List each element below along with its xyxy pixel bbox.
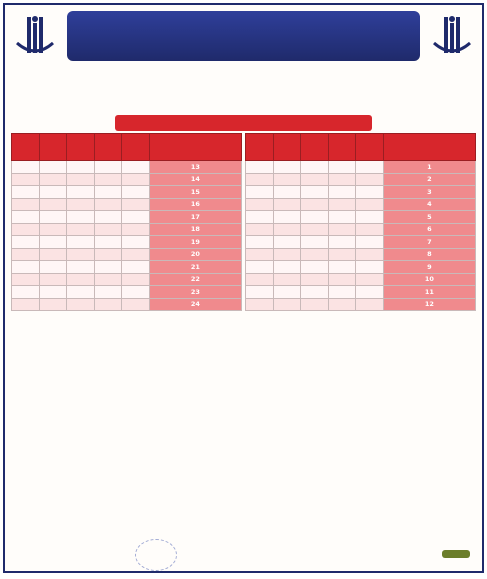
table-cell — [67, 173, 95, 186]
table-cell — [67, 298, 95, 311]
table-cell — [67, 211, 95, 224]
row-number: 7 — [383, 236, 475, 249]
table-cell — [94, 173, 122, 186]
table-cell — [356, 273, 384, 286]
table-cell — [328, 261, 356, 274]
table-cell — [246, 286, 274, 299]
row-number: 10 — [383, 273, 475, 286]
table-cell — [246, 261, 274, 274]
table-row — [12, 173, 242, 186]
table-cell — [12, 198, 40, 211]
row-number: 11 — [383, 286, 475, 299]
table-row — [246, 161, 476, 174]
table-row — [246, 198, 476, 211]
table-cell — [328, 211, 356, 224]
table-row — [246, 211, 476, 224]
table-cell — [94, 223, 122, 236]
table-cell — [39, 273, 67, 286]
table-cell — [39, 286, 67, 299]
row-number: 16 — [149, 198, 241, 211]
column-header — [149, 134, 241, 161]
table-row — [12, 248, 242, 261]
row-number: 12 — [383, 298, 475, 311]
table-cell — [94, 161, 122, 174]
row-number: 24 — [149, 298, 241, 311]
table-cell — [122, 298, 150, 311]
row-number: 22 — [149, 273, 241, 286]
table-cell — [12, 173, 40, 186]
table-cell — [94, 198, 122, 211]
row-number: 2 — [383, 173, 475, 186]
table-row — [12, 161, 242, 174]
table-row — [246, 261, 476, 274]
table-cell — [246, 223, 274, 236]
table-cell — [94, 186, 122, 199]
table-cell — [67, 198, 95, 211]
table-cell — [301, 186, 329, 199]
table-row — [246, 173, 476, 186]
table-cell — [301, 198, 329, 211]
row-number: 21 — [149, 261, 241, 274]
table-cell — [39, 173, 67, 186]
table-cell — [39, 223, 67, 236]
table-cell — [67, 223, 95, 236]
row-number: 14 — [149, 173, 241, 186]
table-cell — [246, 161, 274, 174]
row-number: 3 — [383, 186, 475, 199]
row-number: 18 — [149, 223, 241, 236]
table-cell — [122, 236, 150, 249]
table-cell — [67, 273, 95, 286]
table-cell — [328, 298, 356, 311]
table-cell — [246, 298, 274, 311]
table-row — [12, 211, 242, 224]
table-row — [246, 286, 476, 299]
column-header — [39, 134, 67, 161]
table-cell — [67, 186, 95, 199]
row-number: 19 — [149, 236, 241, 249]
stamp-mark — [135, 539, 177, 571]
shops-tables — [11, 133, 476, 307]
table-cell — [94, 298, 122, 311]
table-cell — [273, 198, 301, 211]
table-cell — [328, 161, 356, 174]
table-cell — [273, 236, 301, 249]
table-cell — [273, 173, 301, 186]
table-cell — [39, 161, 67, 174]
table-cell — [122, 198, 150, 211]
table-row — [12, 286, 242, 299]
table-row — [246, 248, 476, 261]
column-header — [122, 134, 150, 161]
table-cell — [273, 223, 301, 236]
table-row — [246, 298, 476, 311]
table-cell — [273, 248, 301, 261]
ad-title — [67, 11, 420, 61]
table-row — [246, 186, 476, 199]
table-cell — [246, 186, 274, 199]
table-cell — [12, 211, 40, 224]
table-cell — [94, 261, 122, 274]
table-cell — [94, 248, 122, 261]
table-caption — [115, 115, 372, 131]
intro-paragraph — [13, 69, 474, 113]
table-cell — [122, 173, 150, 186]
row-number: 4 — [383, 198, 475, 211]
table-cell — [356, 298, 384, 311]
table-cell — [246, 236, 274, 249]
table-cell — [273, 161, 301, 174]
table-cell — [122, 248, 150, 261]
table-cell — [356, 211, 384, 224]
row-number: 17 — [149, 211, 241, 224]
table-cell — [273, 273, 301, 286]
table-cell — [273, 286, 301, 299]
table-cell — [328, 223, 356, 236]
column-header — [356, 134, 384, 161]
table-cell — [246, 198, 274, 211]
column-header — [12, 134, 40, 161]
table-cell — [39, 236, 67, 249]
table-row — [246, 273, 476, 286]
table-cell — [301, 248, 329, 261]
table-cell — [328, 198, 356, 211]
table-cell — [122, 186, 150, 199]
table-cell — [356, 198, 384, 211]
table-cell — [328, 273, 356, 286]
row-number: 15 — [149, 186, 241, 199]
table-cell — [122, 261, 150, 274]
column-header — [301, 134, 329, 161]
row-number: 6 — [383, 223, 475, 236]
column-header — [273, 134, 301, 161]
table-cell — [301, 223, 329, 236]
table-cell — [301, 211, 329, 224]
shops-table-right — [245, 133, 476, 311]
table-cell — [39, 186, 67, 199]
table-cell — [356, 223, 384, 236]
table-row — [12, 273, 242, 286]
table-cell — [356, 186, 384, 199]
table-cell — [328, 248, 356, 261]
table-cell — [12, 273, 40, 286]
municipality-logo-icon — [430, 13, 474, 59]
table-cell — [67, 161, 95, 174]
column-header — [383, 134, 475, 161]
table-cell — [122, 161, 150, 174]
table-cell — [273, 211, 301, 224]
table-cell — [328, 186, 356, 199]
table-cell — [12, 186, 40, 199]
footer-organization — [442, 550, 470, 558]
table-cell — [301, 173, 329, 186]
table-cell — [356, 248, 384, 261]
table-cell — [356, 236, 384, 249]
row-number: 23 — [149, 286, 241, 299]
table-cell — [273, 298, 301, 311]
table-row — [12, 261, 242, 274]
table-cell — [328, 236, 356, 249]
ad-header — [5, 5, 482, 67]
table-cell — [246, 248, 274, 261]
table-cell — [273, 186, 301, 199]
table-cell — [12, 298, 40, 311]
table-cell — [356, 261, 384, 274]
column-header — [328, 134, 356, 161]
table-cell — [246, 273, 274, 286]
table-cell — [39, 248, 67, 261]
table-cell — [39, 211, 67, 224]
table-cell — [12, 286, 40, 299]
table-cell — [122, 211, 150, 224]
table-cell — [301, 298, 329, 311]
table-cell — [328, 286, 356, 299]
column-header — [67, 134, 95, 161]
table-cell — [301, 161, 329, 174]
table-cell — [301, 273, 329, 286]
column-header — [246, 134, 274, 161]
table-cell — [39, 261, 67, 274]
table-cell — [273, 261, 301, 274]
table-cell — [94, 236, 122, 249]
table-cell — [122, 223, 150, 236]
table-cell — [12, 236, 40, 249]
newspaper-ad — [3, 3, 484, 573]
table-cell — [67, 261, 95, 274]
table-row — [246, 223, 476, 236]
table-cell — [94, 273, 122, 286]
column-header — [94, 134, 122, 161]
table-cell — [301, 236, 329, 249]
row-number: 8 — [383, 248, 475, 261]
row-number: 9 — [383, 261, 475, 274]
table-cell — [39, 298, 67, 311]
table-cell — [12, 161, 40, 174]
row-number: 13 — [149, 161, 241, 174]
table-cell — [246, 173, 274, 186]
table-cell — [301, 286, 329, 299]
table-cell — [328, 173, 356, 186]
table-cell — [94, 211, 122, 224]
table-row — [12, 298, 242, 311]
row-number: 1 — [383, 161, 475, 174]
table-cell — [356, 286, 384, 299]
table-cell — [67, 236, 95, 249]
table-cell — [12, 223, 40, 236]
table-cell — [246, 211, 274, 224]
shops-table-left — [11, 133, 242, 311]
table-row — [12, 198, 242, 211]
table-cell — [356, 161, 384, 174]
table-row — [246, 236, 476, 249]
table-cell — [12, 248, 40, 261]
row-number: 20 — [149, 248, 241, 261]
ad-footer — [5, 537, 482, 571]
table-cell — [301, 261, 329, 274]
table-cell — [122, 273, 150, 286]
table-row — [12, 223, 242, 236]
table-cell — [39, 198, 67, 211]
table-cell — [122, 286, 150, 299]
row-number: 5 — [383, 211, 475, 224]
terms-text — [13, 311, 474, 539]
table-cell — [12, 261, 40, 274]
table-row — [12, 186, 242, 199]
table-cell — [67, 286, 95, 299]
table-row — [12, 236, 242, 249]
table-cell — [356, 173, 384, 186]
table-cell — [67, 248, 95, 261]
municipality-logo-icon — [13, 13, 57, 59]
table-cell — [94, 286, 122, 299]
